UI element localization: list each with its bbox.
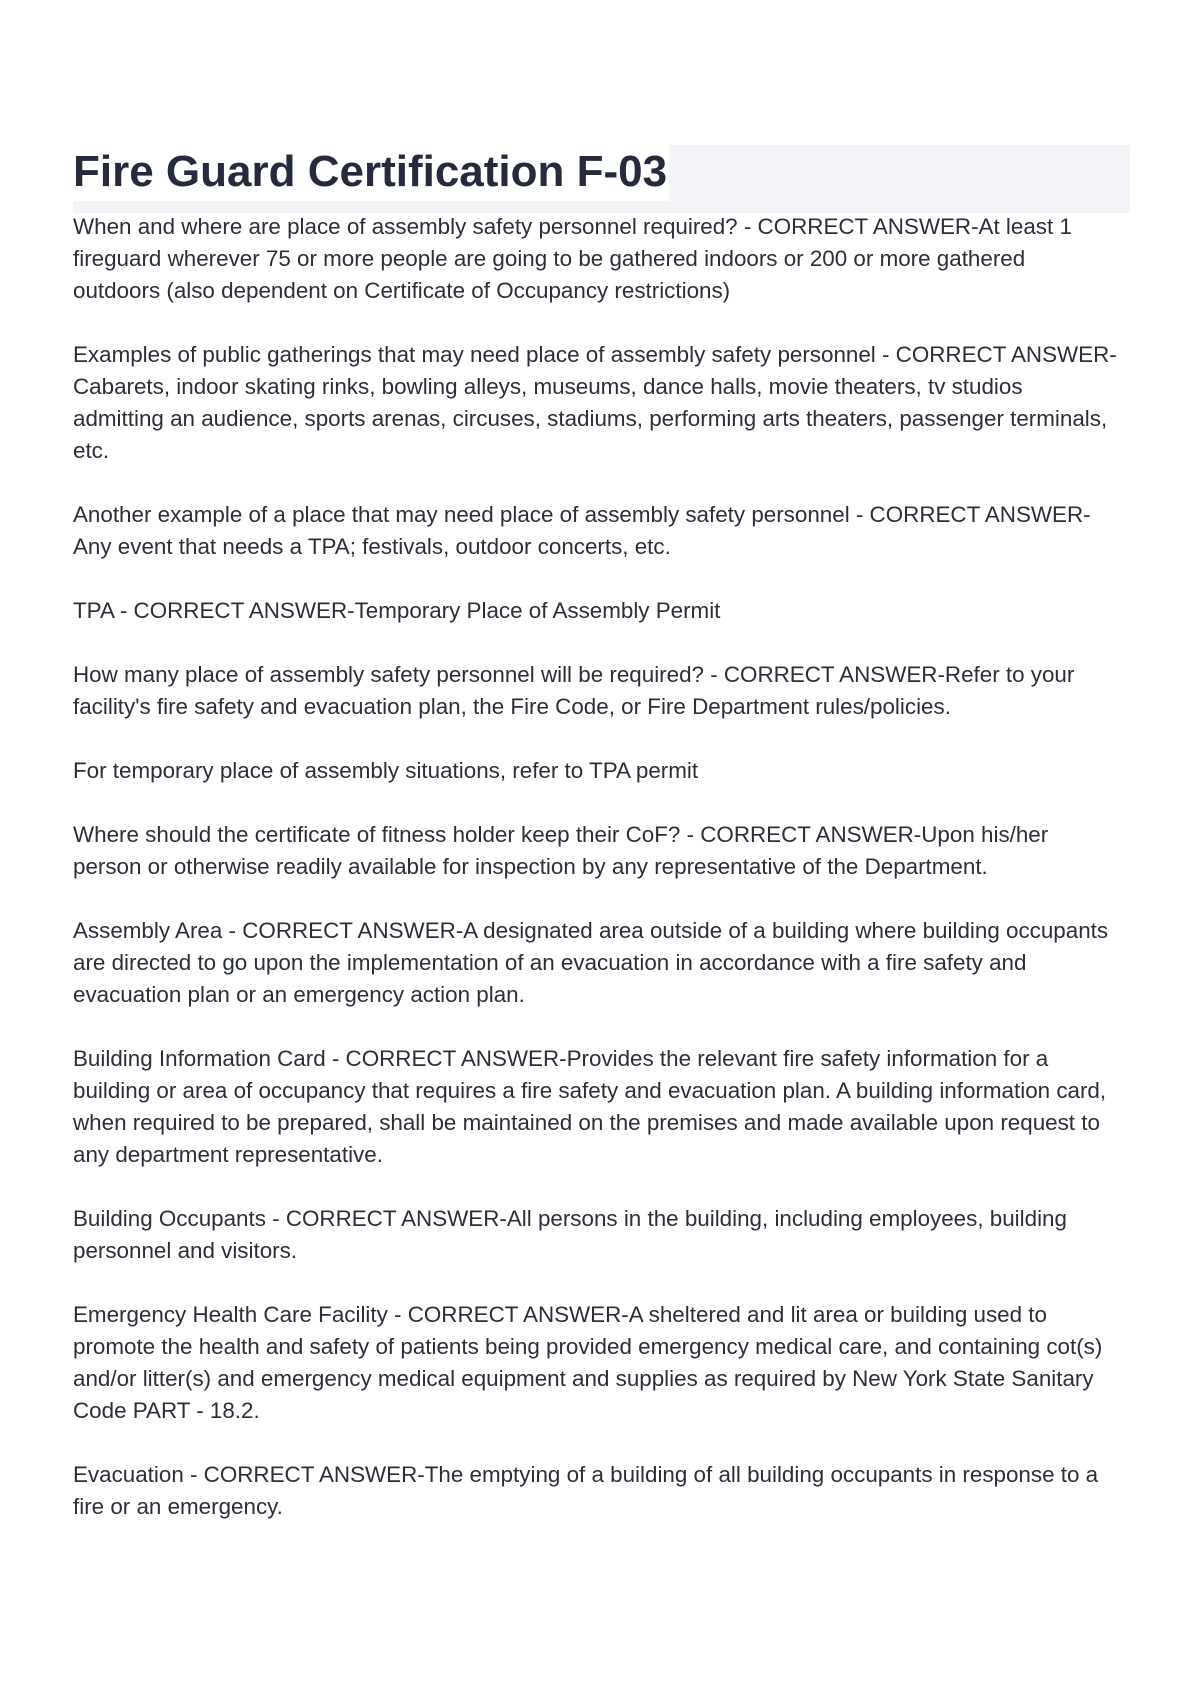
qa-paragraph: Where should the certificate of fitness holder keep their CoF? - CORRECT ANSWER-Upon his/her person or otherwise readily available for inspection by any representative of the Department. bbox=[73, 822, 1049, 879]
qa-paragraph: When and where are place of assembly safety personnel required? - CORRECT ANSWER-At least 1 fireguard wherever 75 or more people are going to be gathered indoors or 200 or more gathered outdoors (also dependent on Certificate of Occupancy restrictions) bbox=[73, 214, 1072, 303]
qa-paragraph: Another example of a place that may need place of assembly safety personnel - CORRECT ANSWER-Any event that needs a TPA; festivals, outdoor concerts, etc. bbox=[73, 502, 1091, 559]
qa-paragraph: Building Information Card - CORRECT ANSWER-Provides the relevant fire safety information for a building or area of occupancy that requires a fire safety and evacuation plan. A building information card, when required to be prepared, shall be maintained on the premises and made available upon request to any department representative. bbox=[73, 1046, 1107, 1167]
page-title: Fire Guard Certification F-03 bbox=[73, 147, 668, 196]
qa-paragraph: How many place of assembly safety personnel will be required? - CORRECT ANSWER-Refer to your facility's fire safety and evacuation plan, the Fire Code, or Fire Department rules/policies. bbox=[73, 662, 1075, 719]
qa-paragraph: Assembly Area - CORRECT ANSWER-A designated area outside of a building where building occupants are directed to go upon the implementation of an evacuation in accordance with a fire safety and evacuation plan or an emergency action plan. bbox=[73, 918, 1109, 1007]
qa-paragraph: TPA - CORRECT ANSWER-Temporary Place of Assembly Permit bbox=[73, 598, 721, 623]
qa-paragraph: Emergency Health Care Facility - CORRECT ANSWER-A sheltered and lit area or building used to promote the health and safety of patients being provided emergency medical care, and containing cot(s) and/or litter(s) and emergency medical equipment and supplies as required by New York State Sanitary Code PART - 18.2. bbox=[73, 1302, 1103, 1423]
document-body bbox=[73, 211, 1118, 1555]
qa-paragraph: Building Occupants - CORRECT ANSWER-All persons in the building, including employees, building personnel and visitors. bbox=[73, 1206, 1067, 1263]
title-container bbox=[73, 145, 669, 201]
qa-paragraph: For temporary place of assembly situations, refer to TPA permit bbox=[73, 758, 699, 783]
qa-paragraph: Evacuation - CORRECT ANSWER-The emptying of a building of all building occupants in response to a fire or an emergency. bbox=[73, 1462, 1099, 1519]
qa-paragraph: Examples of public gatherings that may need place of assembly safety personnel - CORRECT ANSWER-Cabarets, indoor skating rinks, bowling alleys, museums, dance halls, movie theaters, tv studios admitting an audience, sports arenas, circuses, stadiums, performing arts theaters, passenger terminals, etc. bbox=[73, 342, 1117, 463]
